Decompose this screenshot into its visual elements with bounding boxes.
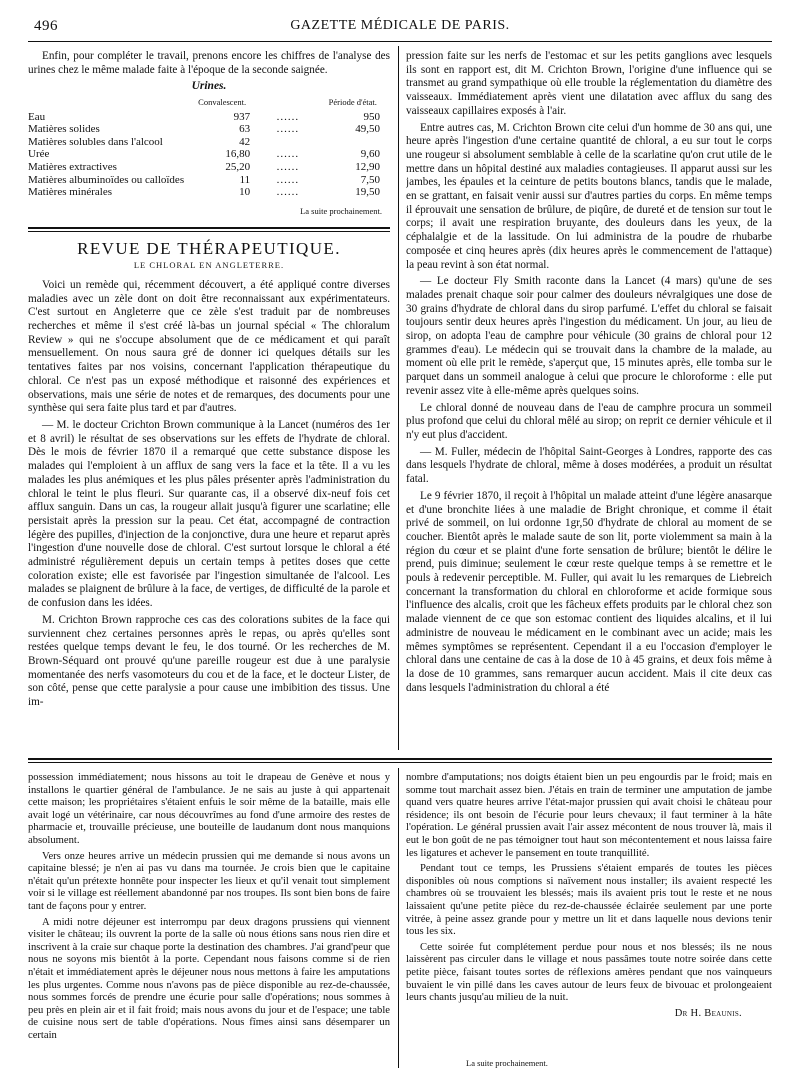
paragraph: Entre autres cas, M. Crichton Brown cite celui d'un homme de 30 ans qui, une heure après l'ingestion d'une certaine quantité de chloral, a eu sur tout le corps une rougeur si absolument semblable à celle de la scarlatine qu'on crut utile de le mettre dans un hôpital destiné aux maladies contagieuses. Il apparut aussi sur les jambes, les épaules et la ceinture de petits boutons blancs, tandis que le malade, en se grattant, en faisait venir aussi sur d'autres parties du corps. En même temps il éprouvait une sensation de brûlure, de piqûre, de dureté et de tension sur tout le corps; il avait une respiration bruyante, des douleurs dans les yeux, de la céphalalgie et de la lassitude. On lui administra de la poudre de rhubarbe composée et cinq heures après (dix heures après le commencement de l'attaque) la peau revint à son état normal.: [406, 121, 772, 271]
journal-title: GAZETTE MÉDICALE DE PARIS.: [290, 18, 510, 33]
section-subtitle: LE CHLORAL EN ANGLETERRE.: [133, 260, 285, 271]
value-periode: 19,50: [355, 186, 380, 199]
section-title: REVUE DE THÉRAPEUTIQUE.: [77, 238, 341, 258]
dot-leader: [260, 136, 315, 149]
dot-leader: ......: [276, 161, 300, 174]
row-label: Matières solubles dans l'alcool: [28, 135, 163, 148]
column-divider-bottom: [398, 768, 399, 1068]
value-periode: [316, 136, 390, 149]
urines-col-periode: Période d'état.: [328, 97, 377, 108]
dot-leader: ......: [276, 186, 300, 199]
value-periode: 12,90: [355, 161, 380, 174]
value-convalescent: 11: [239, 173, 251, 186]
paragraph: Vers onze heures arrive un médecin prussien qui me demande si nous avons un capitaine blessé; je n'en ai pas vu dans ma tournée. Je crois bien que le capitaine n'était qu'un prétexte honnête pour inspecter les lieux et qu'il venait tout simplement voir si le village est réellement abandonné par nos troupes. Ils sont bien bons de faire tant de façons pour y entrer.: [28, 850, 390, 912]
row-label: Matières extractives: [28, 161, 117, 174]
footer-suite-note: La suite prochainement.: [466, 1058, 548, 1068]
paragraph: Le 9 février 1870, il reçoit à l'hôpital un malade atteint d'une légère anasarque et d'une bronchite liées à une maladie de Bright chronique, et comme il était privé de sommeil, on lui ordonne 1gr,50 d'hydrate de chloral au moment de se coucher. Bientôt après le malade saute de son lit, porte violemment sa main à la région du cœur et se plaint d'une forte sensation de brûlure; bientôt le délire le prend, puis diminue; seulement le cœur reste quelque temps à se remettre et le pouls à redevenir perceptible. M. Fuller, qui avait lu les remarques de Liebreich concernant la transformation du chloral en chloroforme et acide formique sous l'influence des alcalis, croit que les fâcheux effets produits par le chloral chez son malade viennent de ce que son estomac contient des liquides alcalins, et il lui administre de nouveau le médicament en le combinant avec un acide; mais les mêmes symptômes se représentent. Cependant il a eu l'occasion d'employer le chloral dans une centaine de cas à la dose de 10 à 45 grains, et deux fois même à la dose de 10 grammes, sans remarquer aucun accident. Mais il cite deux cas dans lesquels l'administration du chloral a été: [406, 489, 772, 694]
table-row: [28, 111, 390, 124]
table-row: [28, 148, 390, 161]
urines-table: [28, 96, 390, 199]
row-label: Urée: [28, 148, 50, 161]
paragraph: Le chloral donné de nouveau dans de l'eau de camphre procura un sommeil plus profond que celui du chloral mêlé au sirop; on reprit ce dernier véhicule et il n'y eut plus d'accident.: [406, 401, 772, 441]
urines-col-convalescent: Convalescent.: [198, 97, 247, 108]
paragraph: possession immédiatement; nous hissons au toit le drapeau de Genève et nous y installons le quartier général de l'ambulance. Je ne sais au juste à qui appartenait cette maison; les propriétaires s'étaient enfuis le soir même de la bataille, mais elle avait logé un vétérinaire, car nous découvrîmes au fond d'une armoire des restes de pharmacie et, trouvaille précieuse, une bouteille de laudanum dont nous manquions absolument.: [28, 772, 390, 846]
paragraph: Cette soirée fut complétement perdue pour nous et nos blessés; ils ne nous laissèrent pas circuler dans le village et nous passâmes toute notre soirée dans cette petite pièce, faisant toutes sortes de réflexions amères pendant que nos vainqueurs buvaient le vin pillé dans les caves autour de leurs feux de bivouac et prolongeaient leurs chants jusqu'au milieu de la nuit.: [406, 941, 772, 1004]
table-row: [28, 186, 390, 199]
top-left-column: [28, 50, 390, 750]
bottom-right-column: [406, 772, 772, 1062]
paragraph: M. Crichton Brown rapproche ces cas des colorations subites de la face qui surviennent chez certaines personnes après le repas, ou après qu'elles sont restées quelque temps devant le feu, le dos tourné. Or les recherches de M. Brown-Séquard ont prouvé qu'une pareille rougeur est due à une paralysie momentanée des nerfs vasomoteurs du cou et de la face, et le docteur Lister, de son côté, pense que cette paralysie a pour cause une imbibition des tissus. Une im-: [28, 613, 390, 709]
column-divider-top: [398, 46, 399, 750]
value-convalescent: 42: [239, 135, 251, 148]
paragraph: — M. le docteur Crichton Brown communique à la Lancet (numéros des 1er et 8 avril) le résultat de ses observations sur les effets de l'hydrate de chloral. Dès le mois de février 1870 il a remarqué que cette substance dispose les malades qui l'emploient à un afflux de sang vers la face et la tête. Il a vu les malades les plus anémiques et les plus pâles présenter après l'administration du chloral le teint le plus fleuri. Sur quarante cas, il a observé dix-neuf fois cet afflux sanguin. Dans un cas, la rougeur allait jusqu'à figurer une scarlatine; elle persistait après la pression sur la peau. Cet état, accompagné de contraction légère des pupilles, d'injection de la conjonctive, dura une heure et reparut après l'ingestion d'une nouvelle dose de chloral. C'est surtout lorsque le chloral a été administré régulièrement depuis un certain temps à petites doses que cette coloration existe; elle est favorisée par l'ingestion simultanée de l'alcool. Les malades se plaignent de brûlure à la face, de vertiges, de difficulté de la parole et de confusion dans les idées.: [28, 419, 390, 610]
paragraph: nombre d'amputations; nos doigts étaient bien un peu engourdis par le froid; mais en somme tout marchait assez bien. J'étais en train de terminer une amputation de jambe quand vers quatre heures arrive l'état-major prussien qui avait choisi le château pour résidence; ils ont besoin de l'écurie pour leurs chevaux; il faut terminer à la hâte l'opération. Le général prussien avait l'air assez mécontent de nous trouver là, mais il eut le bon goût de ne pas témoigner tout haut son mécontentement et nous laissa faire les ligatures et achever le pansement en toute tranquillité.: [406, 772, 772, 859]
value-periode: 7,50: [360, 173, 380, 186]
dot-leader: ......: [276, 123, 300, 136]
table-row: [28, 123, 390, 136]
author-signature: Dr H. Beaunis.: [674, 1007, 742, 1019]
value-periode: 950: [363, 110, 380, 123]
feuilleton-rule-thin: [28, 762, 772, 763]
row-label: Matières minérales: [28, 186, 112, 199]
table-row: [28, 161, 390, 174]
value-convalescent: 63: [239, 123, 251, 136]
table-row: [28, 174, 390, 187]
paragraph: Voici un remède qui, récemment découvert, a été appliqué contre diverses maladies avec un zèle dont on doit être reconnaissant aux expérimentateurs. C'est surtout en Angleterre que ce zèle s'est traduit par de nombreuses recherches et même il s'est créé là-bas un journal spécial « The chloralum Review » qui ne s'occupe absolument que de ce médicament et qui paraît mensuellement. On nous saura gré de donner ici quelques détails sur les tentatives faites par nos voisins, concernant l'application thérapeutique du chloral. Ce n'est pas un exposé méthodique et raisonné des expériences et observations, mais une série de notes et de remarques, des documents pour une synthèse qui sera faite plus tard et par d'autres.: [28, 278, 390, 415]
paragraph: — M. Fuller, médecin de l'hôpital Saint-Georges à Londres, rapporte des cas dans lesquels l'hydrate de chloral, même à doses modérées, a produit un résultat fatal.: [406, 445, 772, 486]
value-periode: 49,50: [355, 123, 380, 136]
feuilleton-rule: [28, 758, 772, 760]
section-double-rule: [28, 227, 390, 232]
bottom-left-column: [28, 772, 390, 1072]
table-row: [28, 136, 390, 149]
paragraph: pression faite sur les nerfs de l'estomac et sur les petits ganglions avec lesquels ils sont en rapport est, dit M. Crichton Brown, l'origine d'une influence qui se transmet au grand sympathique où elle trouble la réglementation du diamètre des vaisseaux. Immédiatement après vient une dilatation avec afflux du sang des vaisseaux capillaires exposés à l'air.: [406, 50, 772, 117]
running-head: [28, 16, 772, 40]
paragraph: A midi notre déjeuner est interrompu par deux dragons prussiens qui viennent visiter le château; ils ouvrent la porte de la salle où nous étions sans nous rien dire et inscrivent à la craie sur chaque porte la destination des chambres. J'ai grand'peur que nous ne soyons mis bientôt à la porte. Cependant nous faisons comme si de rien n'était et immédiatement après le déjeuner nous nous mettons à faire les amputations les plus urgentes. Comme nous n'avons pas de pièce disponible au rez-de-chaussée, nous sommes forcés de prendre une écurie pour salle d'opérations; nous sommes à peu près en plein air et il fait froid; mais nous avons du jour et de l'espace; une table de cuisine nous sert de table d'opérations. Nous fîmes ainsi sans désemparer un certain: [28, 916, 390, 1041]
paragraph: Pendant tout ce temps, les Prussiens s'étaient emparés de toutes les pièces disponibles où nous comptions si naïvement nous installer; ils avaient respecté les chambres où se trouvaient les blessés; mais ils avaient pris tout le reste et ne nous laissaient qu'une petite pièce du rez-de-chaussée éclairée seulement par une porte vitrée, à peine assez grande pour y mettre un lit et dans laquelle nous devions tenir tous les six.: [406, 863, 772, 938]
value-convalescent: 937: [233, 110, 251, 123]
header-rule: [28, 41, 772, 42]
row-label: Matières solides: [28, 123, 100, 136]
top-right-column: [406, 50, 772, 750]
intro-paragraph: Enfin, pour compléter le travail, prenons encore les chiffres de l'analyse des urines chez le même malade faite à l'époque de la seconde saignée.: [28, 50, 390, 76]
dot-leader: ......: [276, 110, 300, 123]
value-periode: 9,60: [360, 148, 380, 161]
row-label: Eau: [28, 110, 46, 123]
value-convalescent: 25,20: [225, 161, 251, 174]
value-convalescent: 16,80: [225, 148, 251, 161]
urines-table-title: Urines.: [191, 80, 227, 93]
dot-leader: ......: [276, 148, 300, 161]
row-label: Matières albuminoïdes ou calloïdes: [28, 173, 185, 186]
value-convalescent: 10: [239, 186, 251, 199]
paragraph: — Le docteur Fly Smith raconte dans la Lancet (4 mars) qu'une de ses malades prenait chaque soir pour calmer des douleurs névralgiques une dose de 30 grains d'hydrate de chloral dans du sirop parfumé. L'effet du chloral se faisait toujours sentir deux heures après l'ingestion du médicament. Un jour, au lieu de sirop, on adopta l'eau de camphre pour véhicule (30 grains de chloral pour 12 grammes d'eau). Le médecin qui se trouvait dans la chambre de la malade, au moment où elle prit le remède, s'aperçut que, 15 minutes après, elle tomba sur le parquet dans un sommeil analogue à celui que procure le chloroforme : elle put revenir assez vite à elle-même après quelques soins.: [406, 275, 772, 397]
suite-note: La suite prochainement.: [300, 205, 382, 216]
page-number: 496: [34, 18, 58, 34]
dot-leader: ......: [276, 173, 300, 186]
